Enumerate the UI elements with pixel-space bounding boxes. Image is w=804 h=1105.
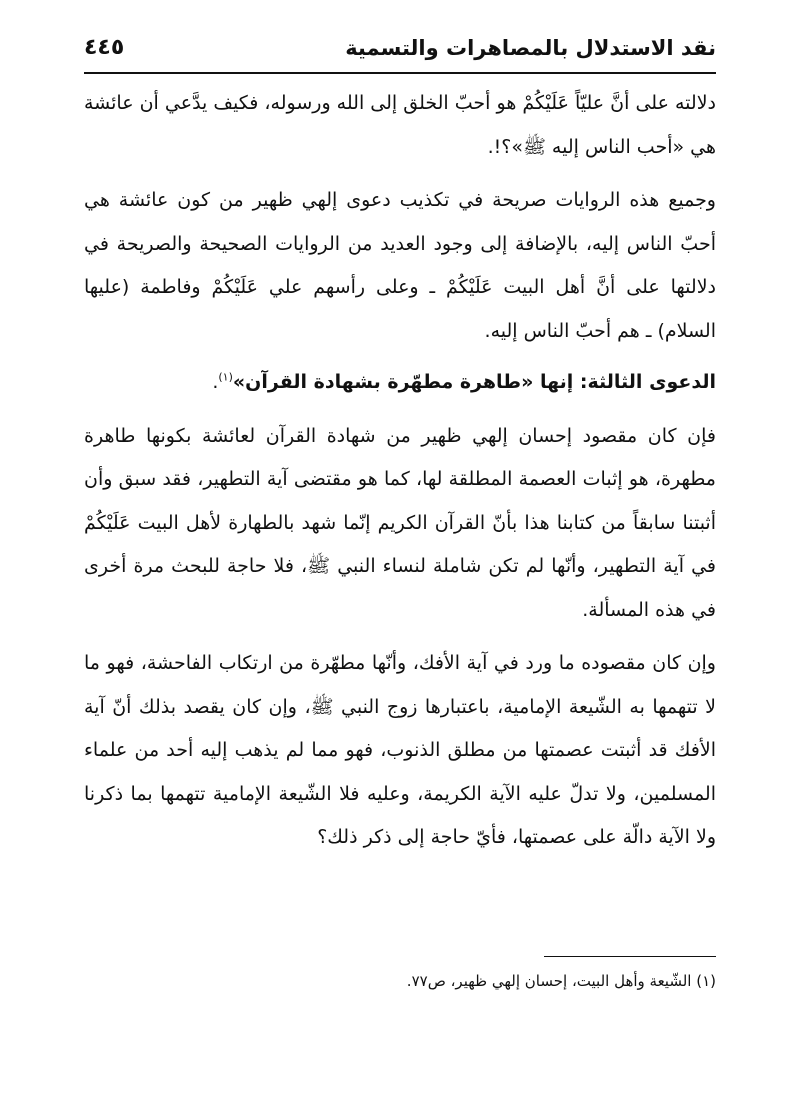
page-body [84, 82, 716, 860]
heading-text: : إنها «طاهرة مطهّرة بشهادة القرآن» [232, 371, 588, 393]
paragraph-1: دلالته على أنَّ عليّاً عَلَيْكُمْ هو أحبّ الخلق إلى الله ورسوله، فكيف يدَّعي أن عائشة هي «أحب الناس إليه ﷺ»؟!. [84, 92, 716, 158]
heading-label: الدعوى الثالثة [587, 371, 716, 393]
footnote-1: (١) الشّيعة وأهل البيت، إحسان إلهي ظهير، ص٧٧. [406, 972, 716, 990]
footnote-divider [544, 956, 716, 957]
header-divider [84, 72, 716, 74]
heading-period: . [212, 371, 219, 393]
running-header [84, 30, 716, 72]
running-title: نقد الاستدلال بالمصاهرات والتسمية [345, 36, 716, 60]
footnote-reference[interactable]: (١) [218, 370, 233, 384]
section-heading [84, 361, 716, 405]
paragraph-2: وجميع هذه الروايات صريحة في تكذيب دعوى إلهي ظهير من كون عائشة هي أحبّ الناس إليه، بالإضافة إلى وجود العديد من الروايات الصحيحة والصريحة في دلالتها على أنَّ أهل البيت عَلَيْكُمْ ـ وعلى رأسهم علي عَلَيْكُمْ وفاطمة (عليها السلام) ـ هم أحبّ الناس إليه. [84, 189, 716, 342]
paragraph-4: وإن كان مقصوده ما ورد في آية الأفك، وأنّها مطهّرة من ارتكاب الفاحشة، فهو ما لا تتهمها به الشّيعة الإمامية، باعتبارها زوج النبي ﷺ، وإن كان يقصد بذلك أنّ آية الأفك قد أثبتت عصمتها من مطلق الذنوب، فهو مما لم يذهب إليه أحد من علماء المسلمين، ولا تدلّ عليه الآية الكريمة، وعليه فلا الشّيعة الإمامية تتهمها بما ذكرنا ولا الآية دالّة على عصمتها، فأيّ حاجة إلى ذكر ذلك؟ [84, 652, 716, 848]
paragraph-3: فإن كان مقصود إحسان إلهي ظهير من شهادة القرآن لعائشة بكونها طاهرة مطهرة، هو إثبات العصمة المطلقة لها، كما هو مقتضى آية التطهير، فقد سبق وأن أثبتنا سابقاً من كتابنا هذا بأنّ القرآن الكريم إنّما شهد بالطهارة لأهل البيت عَلَيْكُمْ في آية التطهير، وأنّها لم تكن شاملة لنساء النبي ﷺ، فلا حاجة للبحث مرة أخرى في هذه المسألة. [84, 424, 716, 621]
page-number: ٤٤٥ [84, 35, 125, 60]
